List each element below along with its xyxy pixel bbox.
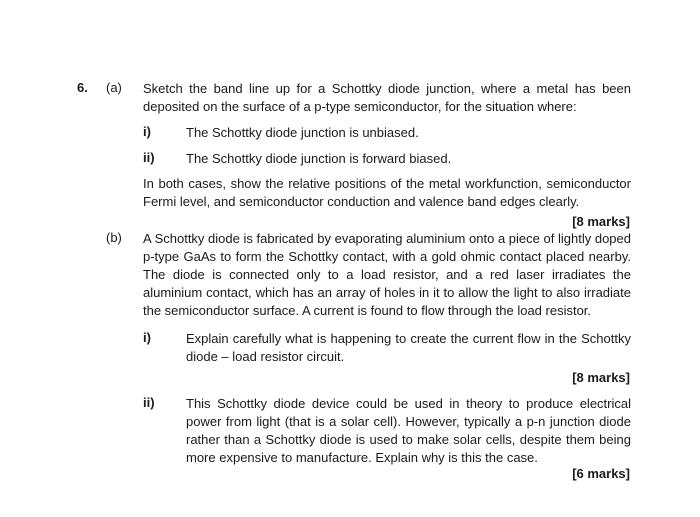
part-b-label: (b) xyxy=(106,230,122,245)
part-a-intro: Sketch the band line up for a Schottky diode junction, where a metal has been deposited on the surface of a p-type semiconductor, for the situation where: xyxy=(143,81,631,114)
part-a-followup: In both cases, show the relative positions of the metal workfunction, semiconductor Fermi level, and semiconductor conduction and valence band edges clearly. xyxy=(143,176,631,209)
part-b-item-ii-text: This Schottky diode device could be used in theory to produce electrical power from light (that is a solar cell). However, typically a p-n junction diode rather than a Schottky diode is used to make solar cells, despite them being more expensive to manufacture. Explain why is this the case. xyxy=(186,396,631,465)
part-b-item-ii-marks: [6 marks] xyxy=(572,466,630,481)
part-b-item-i-marks: [8 marks] xyxy=(572,370,630,385)
part-b-item-i-numeral: i) xyxy=(143,330,151,345)
part-a-item-i-numeral: i) xyxy=(143,124,151,139)
part-a-item-ii-text: The Schottky diode junction is forward biased. xyxy=(186,151,452,166)
part-a-marks: [8 marks] xyxy=(572,214,630,229)
part-a-item-i-text: The Schottky diode junction is unbiased. xyxy=(186,125,419,140)
question-number: 6. xyxy=(77,80,88,95)
part-b-intro: A Schottky diode is fabricated by evaporating aluminium onto a piece of lightly doped p-type GaAs to form the Schottky contact, with a gold ohmic contact placed nearby. The diode is connected only to a load resistor, and a red laser irradiates the aluminium contact, which has an array of holes in it to allow the light to also irradiate the semiconductor surface. A current is found to flow through the load resistor. xyxy=(143,231,631,318)
part-b-item-i-text: Explain carefully what is happening to create the current flow in the Schottky diode – load resistor circuit. xyxy=(186,331,631,364)
part-a-label: (a) xyxy=(106,80,122,95)
part-b-item-ii-numeral: ii) xyxy=(143,395,155,410)
part-a-item-ii-numeral: ii) xyxy=(143,150,155,165)
